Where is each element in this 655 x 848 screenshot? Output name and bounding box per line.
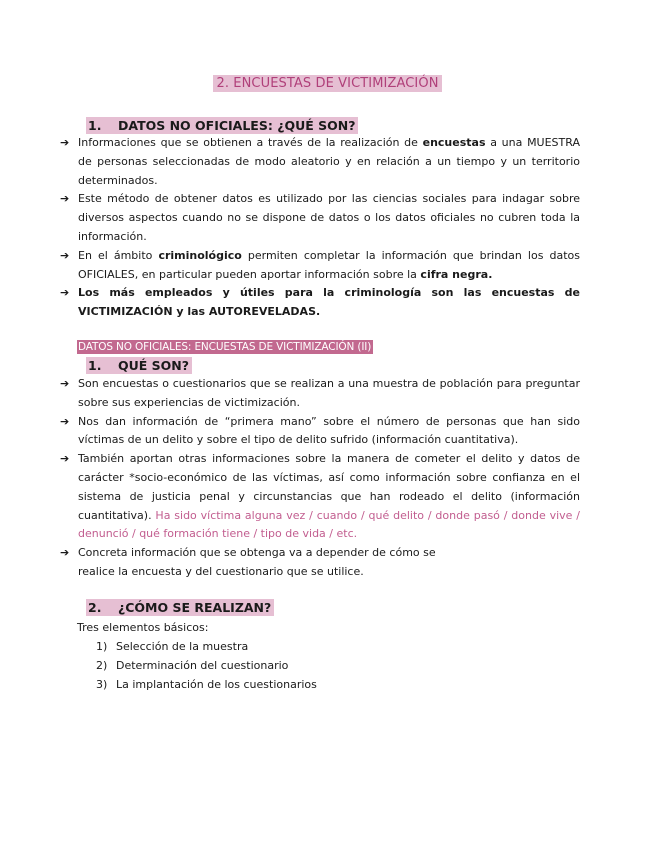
arrow-bullet-icon: ➔ [60,136,70,149]
arrow-bullet-icon: ➔ [60,192,70,206]
section3-intro: Tres elementos básicos: [77,621,209,634]
section3-heading: 2. ¿CÓMO SE REALIZAN? [86,600,274,615]
list-item: ➔ Los más empleados y útiles para la criminología son las encuestas de VICTIMIZACIÓN y las AUTOREVELADAS. [60,286,580,319]
section2-heading: 1. QUÉ SON? [86,358,192,373]
list-item: ➔ Son encuestas o cuestionarios que se realizan a una muestra de población para preguntar sobre sus experiencias de victimización. [60,377,580,409]
list-item: ➔ En el ámbito criminológico permiten completar la información que brindan los datos OFICIALES, en particular pueden aportar información sobre la cifra negra. [60,248,580,281]
list-item: ➔ Nos dan información de “primera mano” sobre el número de personas que han sido víctimas de un delito y sobre el tipo de delito sufrido (información cuantitativa). [60,414,580,447]
section3-list [96,637,317,694]
arrow-bullet-icon: ➔ [60,377,70,390]
list-item: ➔ Informaciones que se obtienen a través de la realización de encuestas a una MUESTRA de personas seleccionadas de modo aleatorio y en relación a un tiempo y un territorio determinados. [60,136,580,187]
section2-bullets [60,375,580,582]
arrow-bullet-icon: ➔ [60,286,70,300]
list-item: ➔ También aportan otras informaciones sobre la manera de cometer el delito y datos de carácter *socio-económico de las víctimas, así como información sobre confianza en el sistema de justicia penal y circunstancias que han rodeado el delito (información cuantitativa). Ha sido víctima alguna vez / cuando / qué delito / donde pasó / donde vive / denunció / qué formación tiene / tipo de vida / etc. [60,452,580,541]
document-title: 2. ENCUESTAS DE VICTIMIZACIÓN [0,76,655,91]
arrow-bullet-icon: ➔ [60,546,70,560]
arrow-bullet-icon: ➔ [60,248,70,262]
list-item: 2) Determinación del cuestionario [96,659,289,672]
section1-bullets [60,134,580,322]
arrow-bullet-icon: ➔ [60,414,70,428]
list-item: 1) Selección de la muestra [96,640,249,653]
list-item: ➔ Concreta información que se obtenga va a depender de cómo se realice la encuesta y del cuestionario que se utilice. [60,546,436,578]
arrow-bullet-icon: ➔ [60,452,70,466]
list-item: 3) La implantación de los cuestionarios [96,678,317,691]
section1-heading: 1. DATOS NO OFICIALES: ¿QUÉ SON? [86,118,358,133]
section2-banner: DATOS NO OFICIALES: ENCUESTAS DE VICTIMIZACIÓN (II) [78,341,372,353]
list-item: ➔ Este método de obtener datos es utilizado por las ciencias sociales para indagar sobre diversos aspectos cuando no se dispone de datos o los datos oficiales no cubren toda la información. [60,192,580,243]
